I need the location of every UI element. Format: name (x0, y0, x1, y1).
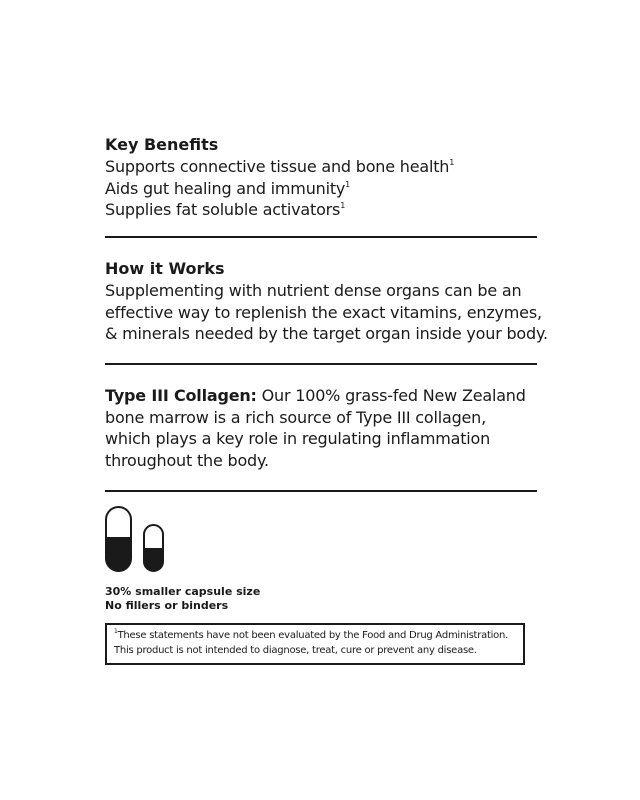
collagen-section (105, 385, 526, 471)
collagen-lead: Type III Collagen: (105, 386, 257, 405)
how-it-works-line: Supplementing with nutrient dense organs can be an (105, 281, 522, 300)
feature-item: 30% smaller capsule size (105, 585, 261, 598)
how-it-works-section (105, 258, 548, 345)
small-capsule-icon (144, 525, 163, 571)
large-capsule-icon (106, 507, 131, 571)
how-it-works-line: effective way to replenish the exact vitamins, enzymes, (105, 302, 542, 322)
disclaimer-line: This product is not intended to diagnose, treat, cure or prevent any disease. (114, 644, 477, 656)
collagen-line: throughout the body. (105, 450, 269, 470)
benefit-item: Supplies fat soluble activators$^1$ (105, 200, 346, 219)
section-divider (105, 490, 537, 492)
how-it-works-line: & minerals needed by the target organ inside your body. (105, 324, 548, 343)
footnote-marker: 1 (114, 628, 118, 635)
section-divider (105, 363, 537, 365)
footnote-marker: 1 (345, 179, 351, 189)
feature-item: No fillers or binders (105, 599, 229, 612)
how-it-works-title: How it Works (105, 259, 225, 278)
capsule-size-icon (105, 506, 167, 574)
disclaimer-line: $^1$These statements have not been evaluated by the Food and Drug Administration. (114, 628, 509, 641)
collagen-line: Type III Collagen: Our 100% grass-fed New Zealand (105, 386, 526, 405)
key-benefits-title: Key Benefits (105, 135, 219, 154)
footnote-marker: 1 (449, 158, 455, 167)
footnote-marker: 1 (340, 201, 346, 210)
benefit-item: Aids gut healing and immunity$^1$ (105, 178, 351, 198)
collagen-line: which plays a key role in regulating inflammation (105, 429, 491, 448)
collagen-line: bone marrow is a rich source of Type III collagen, (105, 407, 487, 427)
features-list (105, 585, 260, 613)
section-divider (105, 236, 537, 238)
key-benefits-section (105, 134, 454, 221)
benefit-item: Supports connective tissue and bone health$^1$ (105, 157, 455, 176)
fda-disclaimer-box (105, 623, 525, 665)
